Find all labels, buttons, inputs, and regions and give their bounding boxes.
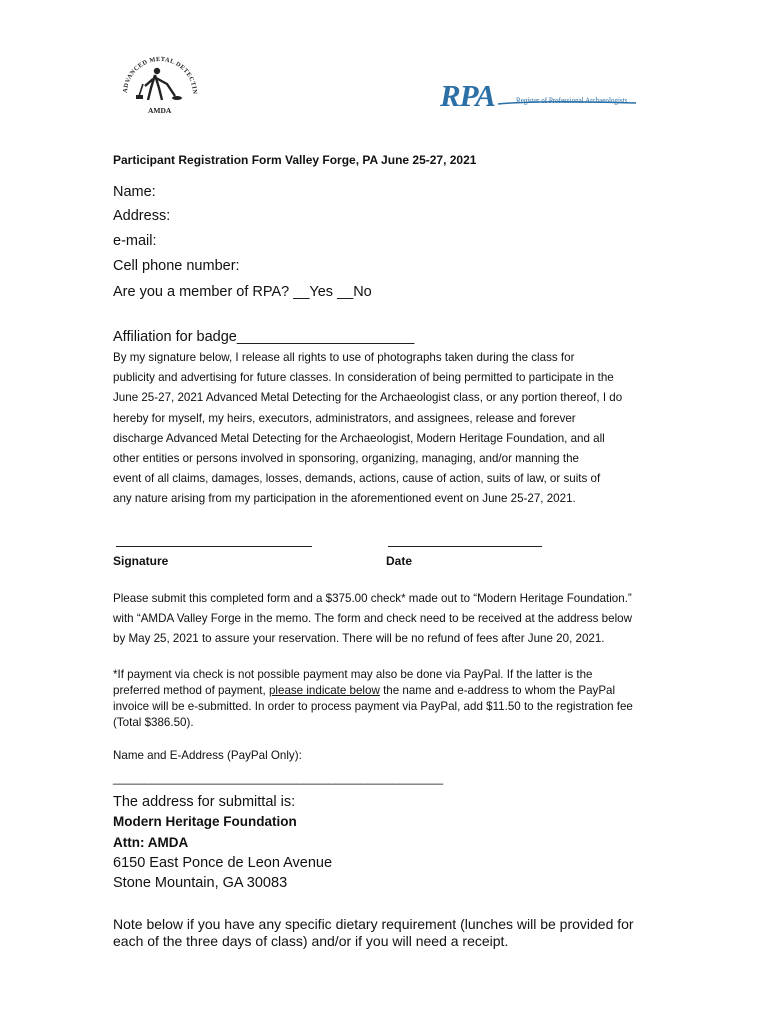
name-field: Name: xyxy=(113,184,156,200)
note-line: each of the three days of class) and/or if you will need a receipt. xyxy=(113,933,509,949)
address-attn: Attn: AMDA xyxy=(113,835,189,850)
address-org: Modern Heritage Foundation xyxy=(113,814,297,829)
release-line: other entities or persons involved in sponsoring, organizing, managing, and/or manning the xyxy=(113,452,579,466)
release-line: event of all claims, damages, losses, demands, actions, cause of action, suits of law, or suits of xyxy=(113,472,601,486)
signature-label: Signature xyxy=(113,554,169,568)
submit-line: Please submit this completed form and a $375.00 check* made out to “Modern Heritage Foundation.” xyxy=(113,592,632,605)
address-field: Address: xyxy=(113,208,171,224)
release-line: hereby for myself, my heirs, executors, administrators, and assignees, release and forever xyxy=(113,411,576,425)
rpa-logo-subtitle: Register of Professional Archaeologists xyxy=(516,95,628,105)
paypal-line: (Total $386.50). xyxy=(113,716,194,729)
form-title: Participant Registration Form Valley Forge, PA June 25-27, 2021 xyxy=(113,153,477,167)
address-intro: The address for submittal is: xyxy=(113,794,296,810)
submit-paragraph xyxy=(113,589,693,650)
release-line: publicity and advertising for future classes. In consideration of being permitted to participate in the xyxy=(113,371,614,385)
affiliation-field: Affiliation for badge______________________ xyxy=(113,329,415,345)
release-line: June 25-27, 2021 Advanced Metal Detecting for the Archaeologist class, or any portion thereof, I do xyxy=(113,391,623,405)
paypal-line: preferred method of payment, please indicate below the name and e-address to whom the PayPal xyxy=(113,684,616,697)
paypal-name-label: Name and E-Address (PayPal Only): xyxy=(113,749,302,762)
rpa-logo-mark: RPA xyxy=(440,78,495,113)
release-line: discharge Advanced Metal Detecting for the Archaeologist, Modern Heritage Foundation, and all xyxy=(113,431,605,445)
paypal-line: *If payment via check is not possible payment may also be done via PayPal. If the latter is the xyxy=(113,668,593,681)
paypal-line: invoice will be e-submitted. In order to process payment via PayPal, add $11.50 to the registration fee xyxy=(113,700,633,713)
paypal-paragraph xyxy=(113,667,685,731)
cell-phone-field: Cell phone number: xyxy=(113,258,240,274)
amda-logo-label: AMDA xyxy=(148,106,172,115)
address-city: Stone Mountain, GA 30083 xyxy=(113,875,288,891)
signature-line xyxy=(116,546,312,547)
email-field: e-mail: xyxy=(113,233,157,249)
note-line: Note below if you have any specific dietary requirement (lunches will be provided for xyxy=(113,916,634,932)
release-paragraph xyxy=(113,348,673,510)
rpa-member-question: Are you a member of RPA? __Yes __No xyxy=(113,284,372,300)
amda-logo xyxy=(115,44,203,120)
date-label: Date xyxy=(386,554,413,568)
svg-text:ADVANCED METAL DETECTING FOR T: ADVANCED METAL DETECTIN xyxy=(121,55,199,95)
release-line: By my signature below, I release all rights to use of photographs taken during the class for xyxy=(113,351,575,364)
submit-line: with “AMDA Valley Forge in the memo. The form and check need to be received at the address below xyxy=(113,612,632,626)
paypal-underlined-instruction: please indicate below xyxy=(268,684,380,697)
release-line: any nature arising from my participation in the aforementioned event on June 25-27, 2021. xyxy=(113,492,576,506)
paypal-blank-line: ____________________________________________________ xyxy=(113,772,444,785)
rpa-logo xyxy=(440,78,640,113)
date-line xyxy=(388,546,542,547)
address-street: 6150 East Ponce de Leon Avenue xyxy=(113,855,333,871)
submit-line: by May 25, 2021 to assure your reservation. There will be no refund of fees after June 20, 2021. xyxy=(113,632,605,646)
note-paragraph xyxy=(113,916,634,950)
